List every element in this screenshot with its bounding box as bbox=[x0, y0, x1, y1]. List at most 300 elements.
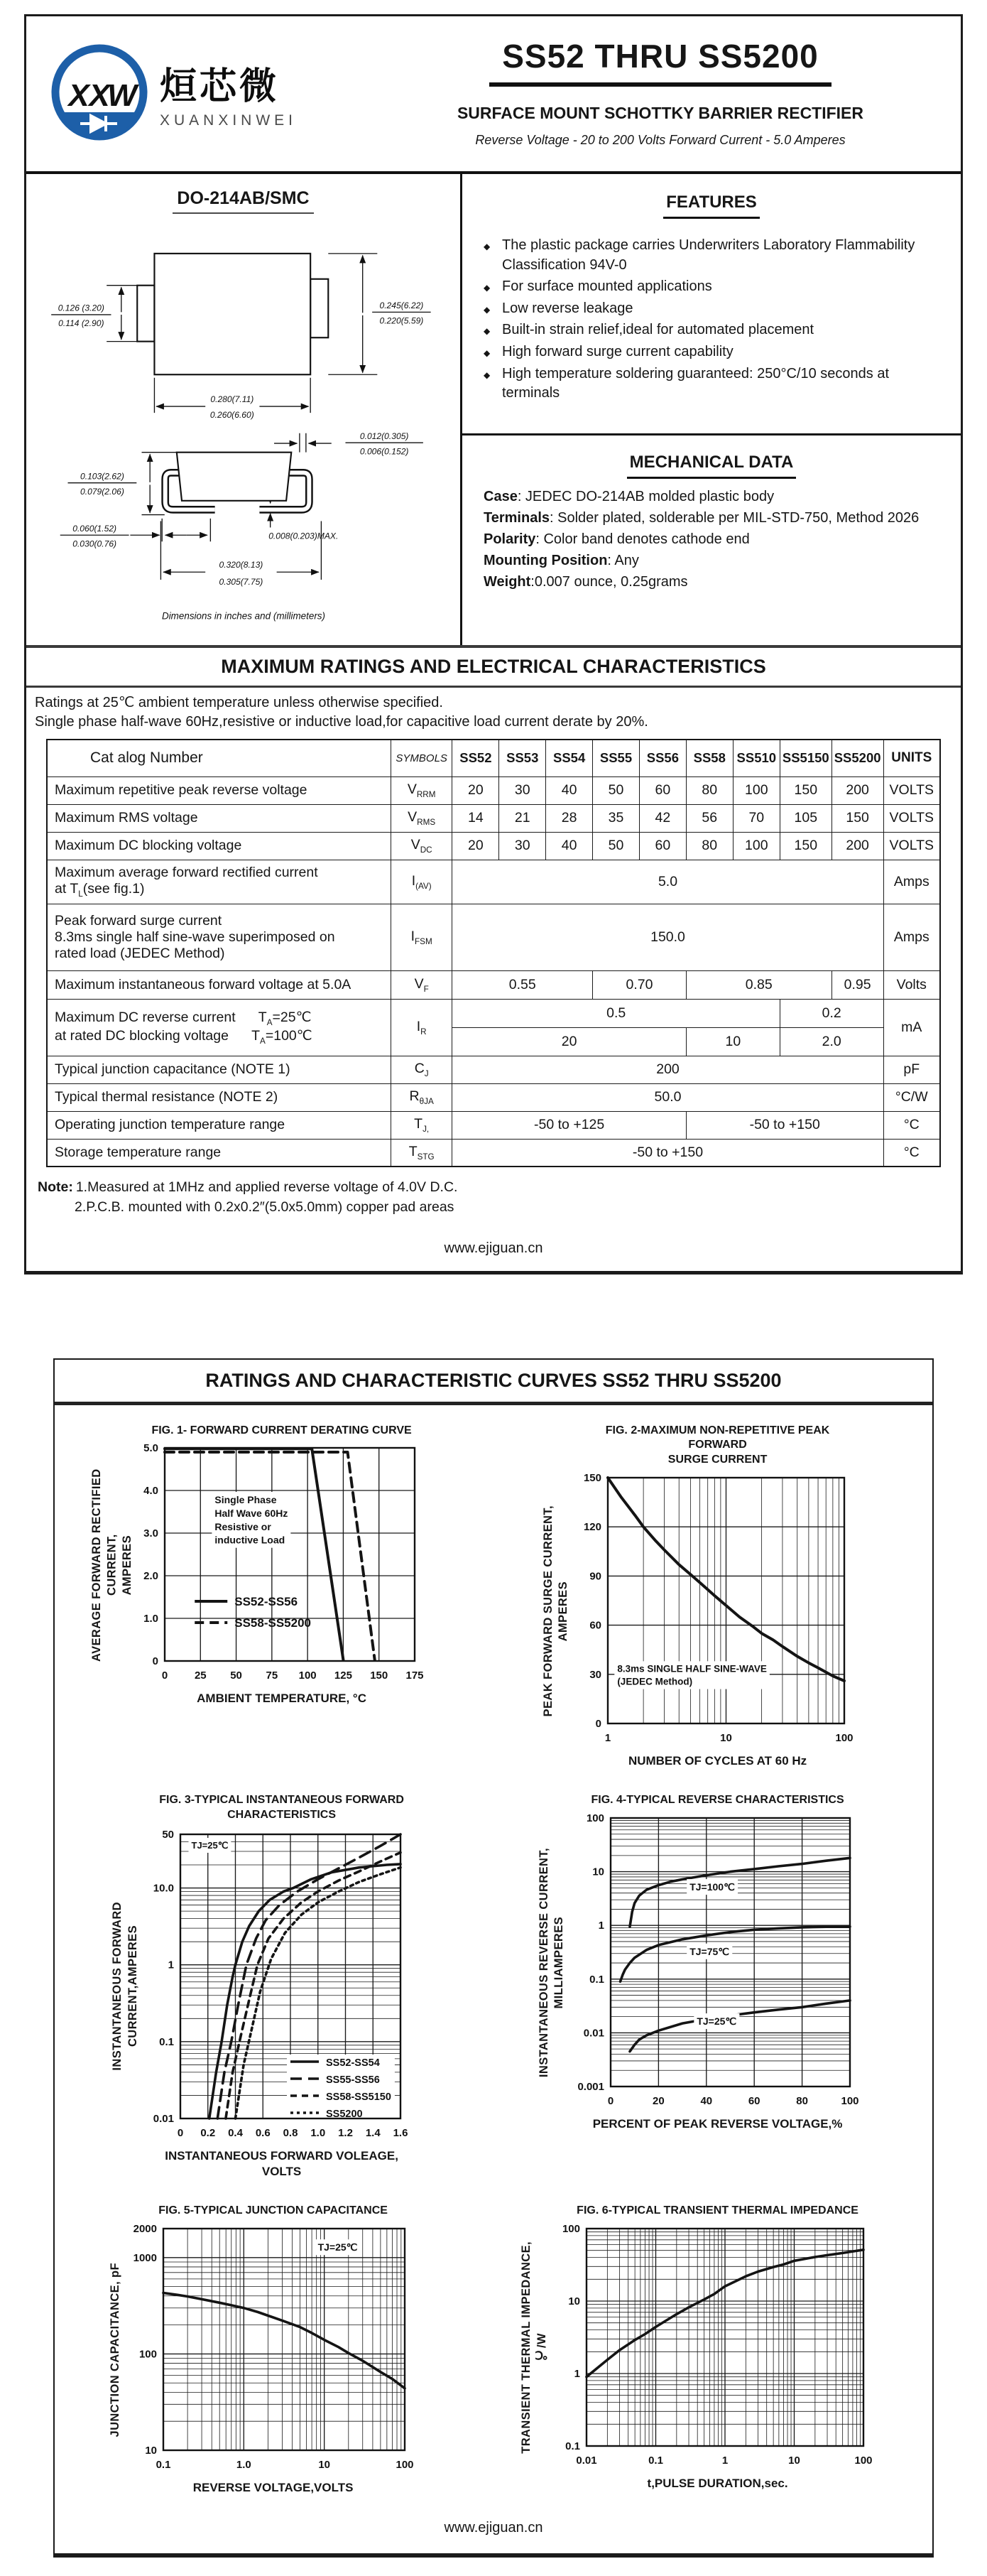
unit-cell: Amps bbox=[883, 904, 940, 970]
column-header-part: SS58 bbox=[686, 740, 733, 776]
feature-text: Built-in strain relief,ideal for automated placement bbox=[502, 322, 814, 338]
svg-text:4.0: 4.0 bbox=[143, 1485, 158, 1498]
value-cell: 20 bbox=[452, 832, 499, 860]
svg-text:10: 10 bbox=[567, 2295, 580, 2307]
mech-row bbox=[484, 507, 939, 529]
figure-2 bbox=[537, 1424, 860, 1769]
value-cell: 14 bbox=[452, 804, 499, 832]
dim-label: 0.008(0.203)MAX. bbox=[268, 531, 338, 541]
svg-text:100: 100 bbox=[562, 2222, 580, 2235]
parameter-label: Typical thermal resistance (NOTE 2) bbox=[47, 1083, 391, 1111]
dim-label: 0.079(2.06) bbox=[80, 486, 124, 497]
dim-label: 0.320(8.13) bbox=[218, 559, 263, 570]
y-axis-label: INSTANTANEOUS FORWARD CURRENT,AMPERES bbox=[111, 1901, 139, 2071]
dim-label: 0.060(1.52) bbox=[72, 523, 116, 534]
curve-TJ=100°C bbox=[630, 1858, 850, 1927]
svg-text:1000: 1000 bbox=[133, 2251, 157, 2264]
package-name: DO-214AB/SMC bbox=[173, 188, 313, 214]
table-row bbox=[47, 1056, 940, 1083]
value-cell: 40 bbox=[546, 832, 593, 860]
y-axis-label: INSTANTANEOUS REVERSE CURRENT, MILLIAMPERES bbox=[537, 1848, 566, 2078]
list-item bbox=[484, 277, 939, 297]
curve-TJ=75°C bbox=[621, 1927, 851, 1981]
svg-text:TJ=75℃: TJ=75℃ bbox=[689, 1945, 730, 1957]
bullet-icon: ◆ bbox=[484, 347, 491, 358]
parameter-label: Peak forward surge current 8.3ms single half sine-wave superimposed on rated load (JEDEC Method) bbox=[47, 904, 391, 970]
parameter-label: Maximum DC blocking voltage bbox=[47, 832, 391, 860]
bullet-icon: ◆ bbox=[484, 242, 491, 251]
chart-svg bbox=[126, 2221, 420, 2479]
bullet-icon: ◆ bbox=[484, 326, 491, 337]
data-series bbox=[163, 2293, 405, 2388]
x-axis-label: NUMBER OF CYCLES AT 60 Hz bbox=[628, 1753, 807, 1768]
table-row bbox=[47, 804, 940, 832]
mech-value: : JEDEC DO-214AB molded plastic body bbox=[517, 489, 775, 504]
parameter-label: Operating junction temperature range bbox=[47, 1111, 391, 1139]
value-cell: -50 to +150 bbox=[686, 1111, 883, 1139]
feature-text: For surface mounted applications bbox=[502, 278, 712, 295]
svg-text:50: 50 bbox=[161, 1828, 174, 1841]
x-axis-label: AMBIENT TEMPERATURE, °C bbox=[197, 1692, 366, 1706]
value-cell: 20 bbox=[452, 1027, 686, 1056]
value-cell: -50 to +150 bbox=[452, 1139, 883, 1167]
svg-text:20: 20 bbox=[653, 2094, 665, 2107]
table-row bbox=[47, 1139, 940, 1167]
value-cell: 0.2 bbox=[780, 999, 883, 1027]
figure-3 bbox=[107, 1793, 419, 2180]
mech-value: : Any bbox=[607, 553, 639, 568]
list-item bbox=[484, 236, 939, 275]
column-header-part: SS5200 bbox=[831, 740, 883, 776]
figure-title: FIG. 6-TYPICAL TRANSIENT THERMAL IMPEDANCE bbox=[577, 2204, 858, 2217]
svg-text:TJ=25℃: TJ=25℃ bbox=[317, 2241, 357, 2253]
svg-text:150: 150 bbox=[584, 1471, 602, 1484]
svg-text:TJ=100℃: TJ=100℃ bbox=[689, 1880, 735, 1893]
value-cell: 0.55 bbox=[452, 970, 593, 999]
value-cell: 100 bbox=[733, 776, 780, 804]
table-row bbox=[47, 999, 940, 1027]
figure-title: FIG. 4-TYPICAL REVERSE CHARACTERISTICS bbox=[591, 1794, 844, 1807]
chart-svg bbox=[571, 1811, 864, 2115]
brand-name-en: XUANXINWEI bbox=[160, 112, 298, 129]
svg-text:100: 100 bbox=[854, 2454, 873, 2467]
ratings-table bbox=[46, 739, 941, 1167]
column-header-part: SS55 bbox=[593, 740, 640, 776]
package-caption: Dimensions in inches and (millimeters) bbox=[161, 610, 325, 622]
svg-text:100: 100 bbox=[396, 2458, 414, 2471]
tick-labels bbox=[133, 2223, 413, 2471]
tick-labels bbox=[578, 1812, 859, 2107]
svg-text:100: 100 bbox=[587, 1812, 605, 1824]
annotation bbox=[188, 1838, 231, 1853]
value-cell: 80 bbox=[686, 776, 733, 804]
value-cell: 21 bbox=[499, 804, 546, 832]
tick-labels bbox=[562, 2223, 873, 2467]
ratings-section-title: MAXIMUM RATINGS AND ELECTRICAL CHARACTERISTICS bbox=[26, 645, 961, 688]
value-cell: 20 bbox=[452, 776, 499, 804]
value-cell: 0.70 bbox=[593, 970, 687, 999]
mechanical-data-section bbox=[462, 435, 961, 645]
annotation bbox=[315, 2239, 360, 2255]
svg-text:0.001: 0.001 bbox=[577, 2080, 605, 2093]
value-cell: 80 bbox=[686, 832, 733, 860]
symbol-cell: $T_{STG}$ bbox=[391, 1139, 452, 1167]
svg-text:60: 60 bbox=[748, 2094, 760, 2107]
figure-4 bbox=[533, 1793, 864, 2132]
svg-text:1: 1 bbox=[604, 1731, 611, 1744]
symbol-cell: $V_{RMS}$ bbox=[391, 804, 452, 832]
dim-label: 0.220(5.59) bbox=[378, 315, 423, 326]
svg-text:75: 75 bbox=[266, 1669, 278, 1682]
mech-value: : Solder plated, solderable per MIL-STD-750, Method 2026 bbox=[550, 510, 920, 526]
list-item bbox=[484, 342, 939, 362]
brand-logo bbox=[46, 39, 380, 146]
svg-text:0: 0 bbox=[152, 1655, 158, 1668]
chart-svg bbox=[145, 1826, 419, 2147]
value-cell: 150 bbox=[831, 804, 883, 832]
package-diagram bbox=[46, 215, 441, 636]
svg-text:1.0: 1.0 bbox=[143, 1613, 158, 1625]
svg-text:1: 1 bbox=[168, 1959, 174, 1971]
svg-text:2.0: 2.0 bbox=[143, 1570, 158, 1583]
header bbox=[26, 16, 961, 174]
ratings-conditions bbox=[26, 688, 961, 736]
value-cell: 150 bbox=[780, 776, 831, 804]
svg-text:1.0: 1.0 bbox=[236, 2458, 251, 2471]
list-item bbox=[484, 299, 939, 319]
svg-text:TJ=25℃: TJ=25℃ bbox=[191, 1839, 228, 1851]
table-row bbox=[47, 904, 940, 970]
unit-cell: pF bbox=[883, 1056, 940, 1083]
dim-label: 0.305(7.75) bbox=[218, 577, 263, 588]
value-cell: 42 bbox=[639, 804, 686, 832]
value-cell: 30 bbox=[499, 776, 546, 804]
table-row bbox=[47, 832, 940, 860]
parameter-label: Maximum RMS voltage bbox=[47, 804, 391, 832]
column-header-units: UNITS bbox=[883, 740, 940, 776]
svg-text:SS52-SS54: SS52-SS54 bbox=[325, 2057, 380, 2069]
curves-section-title: RATINGS AND CHARACTERISTIC CURVES SS52 THRU SS5200 bbox=[55, 1360, 932, 1405]
symbol-cell: $R_{\theta JA}$ bbox=[391, 1083, 452, 1111]
table-notes bbox=[26, 1173, 961, 1219]
chart-svg bbox=[554, 2221, 882, 2474]
svg-text:100: 100 bbox=[138, 2348, 157, 2361]
value-cell: 50 bbox=[593, 832, 640, 860]
column-header-symbols: SYMBOLS bbox=[391, 740, 452, 776]
svg-text:5.0: 5.0 bbox=[143, 1442, 158, 1455]
annotation bbox=[614, 1661, 770, 1689]
dim-label: 0.114 (2.90) bbox=[58, 318, 104, 329]
table-row bbox=[47, 1111, 940, 1139]
y-axis-label: TRANSIENT THERMAL IMPEDANCE, ℃/W bbox=[520, 2241, 548, 2454]
symbol-cell: $I_R$ bbox=[391, 999, 452, 1056]
datasheet-page-1 bbox=[24, 14, 963, 1275]
symbol-cell: $T_{J,}$ bbox=[391, 1111, 452, 1139]
svg-text:100: 100 bbox=[835, 1731, 854, 1744]
dim-label: 0.260(6.60) bbox=[209, 410, 254, 421]
svg-text:1.2: 1.2 bbox=[337, 2126, 353, 2139]
svg-text:SS52-SS56: SS52-SS56 bbox=[234, 1595, 298, 1609]
svg-text:60: 60 bbox=[589, 1619, 602, 1632]
grid-lines bbox=[163, 2229, 405, 2450]
features-list bbox=[484, 236, 939, 404]
figure-title: FIG. 3-TYPICAL INSTANTANEOUS FORWARD CHARACTERISTICS bbox=[159, 1794, 404, 1821]
svg-text:0.1: 0.1 bbox=[156, 2458, 171, 2471]
svg-text:3.0: 3.0 bbox=[143, 1527, 158, 1540]
symbol-cell: $V_{DC}$ bbox=[391, 832, 452, 860]
features-title: FEATURES bbox=[663, 193, 760, 219]
column-header-part: SS52 bbox=[452, 740, 499, 776]
dim-label: 0.030(0.76) bbox=[72, 539, 116, 549]
svg-text:0: 0 bbox=[607, 2094, 614, 2107]
note-text: 1.Measured at 1MHz and applied reverse voltage of 4.0V D.C. bbox=[75, 1179, 458, 1195]
chart-svg bbox=[575, 1471, 860, 1752]
svg-text:0: 0 bbox=[595, 1717, 602, 1730]
svg-text:SS5200: SS5200 bbox=[325, 2108, 363, 2120]
table-row bbox=[47, 1083, 940, 1111]
svg-text:X: X bbox=[68, 78, 89, 113]
svg-text:10: 10 bbox=[787, 2454, 800, 2467]
mech-row bbox=[484, 529, 939, 550]
svg-text:10: 10 bbox=[592, 1866, 605, 1878]
value-cell: 150.0 bbox=[452, 904, 883, 970]
unit-cell: °C bbox=[883, 1139, 940, 1167]
grid-lines bbox=[587, 2229, 863, 2446]
note-text: 2.P.C.B. mounted with 0.2x0.2″(5.0x5.0mm) copper pad areas bbox=[75, 1199, 454, 1216]
svg-text:inductive Load: inductive Load bbox=[214, 1535, 285, 1547]
svg-text:0.1: 0.1 bbox=[158, 2035, 174, 2048]
table-row bbox=[47, 776, 940, 804]
chart-svg bbox=[132, 1441, 432, 1689]
column-header-part: SS53 bbox=[499, 740, 546, 776]
svg-text:0.4: 0.4 bbox=[227, 2126, 243, 2139]
mech-label: Case bbox=[484, 489, 518, 504]
value-cell: 200 bbox=[831, 832, 883, 860]
dim-label: 0.006(0.152) bbox=[359, 446, 408, 457]
svg-text:SS58-SS5150: SS58-SS5150 bbox=[325, 2091, 391, 2103]
parameter-label: Storage temperature range bbox=[47, 1139, 391, 1167]
value-cell: 5.0 bbox=[452, 860, 883, 904]
ratings-condition-line: Ratings at 25℃ ambient temperature unless otherwise specified. bbox=[35, 695, 443, 710]
x-axis-label: PERCENT OF PEAK REVERSE VOLTAGE,% bbox=[592, 2116, 843, 2131]
svg-text:150: 150 bbox=[369, 1669, 388, 1682]
svg-text:Half Wave 60Hz: Half Wave 60Hz bbox=[214, 1508, 288, 1520]
y-axis-label: JUNCTION CAPACITANCE, pF bbox=[108, 2262, 121, 2437]
svg-text:2000: 2000 bbox=[133, 2222, 157, 2235]
mech-value: : Color band denotes cathode end bbox=[535, 531, 750, 547]
mech-label: Terminals bbox=[484, 510, 550, 526]
unit-cell: mA bbox=[883, 999, 940, 1056]
parameter-label: Maximum repetitive peak reverse voltage bbox=[47, 776, 391, 804]
svg-text:SS55-SS56: SS55-SS56 bbox=[325, 2074, 380, 2086]
feature-text: The plastic package carries Underwriters Laboratory Flammability Classification 94V-0 bbox=[502, 237, 915, 273]
unit-cell: °C bbox=[883, 1111, 940, 1139]
bullet-icon: ◆ bbox=[484, 369, 491, 380]
unit-cell: Volts bbox=[883, 970, 940, 999]
value-cell: 35 bbox=[593, 804, 640, 832]
parameter-label: Maximum DC reverse current $T_A=25℃$ at rated DC blocking voltage $T_A=100℃$ bbox=[47, 999, 391, 1056]
value-cell: 10 bbox=[686, 1027, 780, 1056]
dim-label: 0.103(2.62) bbox=[80, 471, 124, 482]
figure-6 bbox=[516, 2204, 882, 2491]
symbol-cell: $V_F$ bbox=[391, 970, 452, 999]
svg-text:1.6: 1.6 bbox=[393, 2126, 408, 2139]
svg-text:120: 120 bbox=[584, 1521, 602, 1534]
package-side-view bbox=[165, 453, 309, 510]
value-cell: 100 bbox=[733, 832, 780, 860]
svg-text:0.1: 0.1 bbox=[589, 1973, 605, 1986]
unit-cell: °C/W bbox=[883, 1083, 940, 1111]
svg-text:1.4: 1.4 bbox=[365, 2126, 381, 2139]
mech-value: :0.007 ounce, 0.25grams bbox=[530, 574, 688, 590]
mech-row bbox=[484, 571, 939, 592]
unit-cell: Amps bbox=[883, 860, 940, 904]
value-cell: 200 bbox=[452, 1056, 883, 1083]
value-cell: 200 bbox=[831, 776, 883, 804]
symbol-cell: $I_{(AV)}$ bbox=[391, 860, 452, 904]
svg-text:0.6: 0.6 bbox=[255, 2126, 271, 2139]
tick-labels bbox=[143, 1442, 423, 1682]
value-cell: 60 bbox=[639, 776, 686, 804]
dim-label: 0.126 (3.20) bbox=[58, 303, 104, 313]
svg-text:100: 100 bbox=[298, 1669, 317, 1682]
x-axis-label: INSTANTANEOUS FORWARD VOLEAGE, VOLTS bbox=[165, 2148, 398, 2178]
feature-text: High forward surge current capability bbox=[502, 343, 734, 359]
value-cell: 50 bbox=[593, 776, 640, 804]
y-axis-label: AVERAGE FORWARD RECTIFIED CURRENT, AMPERES bbox=[90, 1468, 134, 1662]
svg-text:175: 175 bbox=[405, 1669, 424, 1682]
value-cell: 40 bbox=[546, 776, 593, 804]
package-outline-section bbox=[26, 174, 462, 645]
value-cell: 0.95 bbox=[831, 970, 883, 999]
subtitle: SURFACE MOUNT SCHOTTKY BARRIER RECTIFIER bbox=[457, 104, 864, 122]
bullet-icon: ◆ bbox=[484, 283, 491, 293]
website-link[interactable]: www.ejiguan.cn bbox=[444, 2519, 543, 2536]
symbol-cell: $C_J$ bbox=[391, 1056, 452, 1083]
mech-label: Weight bbox=[484, 574, 531, 590]
tagline: Reverse Voltage - 20 to 200 Volts Forward Current - 5.0 Amperes bbox=[475, 133, 846, 147]
parameter-label: Typical junction capacitance (NOTE 1) bbox=[47, 1056, 391, 1083]
figure-title: FIG. 5-TYPICAL JUNCTION CAPACITANCE bbox=[158, 2204, 388, 2217]
x-axis-label: t,PULSE DURATION,sec. bbox=[647, 2476, 788, 2490]
svg-text:10: 10 bbox=[720, 1731, 732, 1744]
mech-row bbox=[484, 486, 939, 507]
svg-text:Resistive or: Resistive or bbox=[214, 1521, 271, 1533]
dim-label: 0.012(0.305) bbox=[359, 431, 408, 441]
column-header-part: SS5150 bbox=[780, 740, 831, 776]
svg-text:40: 40 bbox=[700, 2094, 713, 2107]
svg-text:1: 1 bbox=[574, 2367, 580, 2380]
column-header-part: SS56 bbox=[639, 740, 686, 776]
svg-text:0.1: 0.1 bbox=[648, 2454, 663, 2467]
ratings-condition-line: Single phase half-wave 60Hz,resistive or inductive load,for capacitive load current derate by 20%. bbox=[35, 714, 648, 730]
annotation bbox=[694, 2013, 739, 2029]
figure-title: FIG. 2-MAXIMUM NON-REPETITIVE PEAK FORWARD SURGE CURRENT bbox=[605, 1424, 830, 1466]
feature-text: Low reverse leakage bbox=[502, 300, 633, 316]
value-cell: 0.5 bbox=[452, 999, 780, 1027]
svg-text:10.0: 10.0 bbox=[153, 1882, 174, 1895]
logo-icon bbox=[46, 39, 153, 146]
curve-TJ=25°C bbox=[630, 2001, 850, 2052]
bullet-icon: ◆ bbox=[484, 304, 491, 315]
value-cell: 60 bbox=[639, 832, 686, 860]
column-header-catalog: Cat alog Number bbox=[47, 740, 391, 776]
mech-label: Polarity bbox=[484, 531, 536, 547]
svg-text:125: 125 bbox=[334, 1669, 352, 1682]
unit-cell: VOLTS bbox=[883, 804, 940, 832]
legend bbox=[195, 1595, 311, 1630]
svg-text:0: 0 bbox=[161, 1669, 168, 1682]
feature-text: High temperature soldering guaranteed: 250°C/10 seconds at terminals bbox=[502, 365, 890, 401]
svg-text:0.8: 0.8 bbox=[283, 2126, 298, 2139]
dim-label: 0.280(7.11) bbox=[209, 394, 253, 404]
parameter-label: Maximum average forward rectified current at $T_L(see$ fig.1) bbox=[47, 860, 391, 904]
symbol-cell: $I_{FSM}$ bbox=[391, 904, 452, 970]
column-header-part: SS54 bbox=[546, 740, 593, 776]
tick-labels bbox=[584, 1472, 854, 1744]
svg-text:W: W bbox=[107, 78, 137, 113]
svg-text:TJ=25℃: TJ=25℃ bbox=[697, 2015, 737, 2027]
svg-text:X: X bbox=[89, 78, 110, 113]
svg-text:30: 30 bbox=[589, 1668, 602, 1681]
figures-grid bbox=[55, 1405, 932, 2496]
curve-CJ bbox=[163, 2293, 405, 2388]
value-cell: 28 bbox=[546, 804, 593, 832]
y-axis-label: PEAK FORWARD SURGE CURRENT, AMPERES bbox=[541, 1505, 570, 1717]
note-label: Note: bbox=[38, 1179, 73, 1195]
table-row bbox=[47, 860, 940, 904]
mech-label: Mounting Position bbox=[484, 553, 608, 568]
svg-text:0: 0 bbox=[177, 2126, 183, 2139]
svg-text:25: 25 bbox=[194, 1669, 207, 1682]
svg-text:80: 80 bbox=[796, 2094, 809, 2107]
svg-text:50: 50 bbox=[229, 1669, 242, 1682]
annotation bbox=[687, 1879, 738, 1895]
website-link[interactable]: www.ejiguan.cn bbox=[444, 1240, 543, 1256]
unit-cell: VOLTS bbox=[883, 776, 940, 804]
table-row bbox=[47, 970, 940, 999]
svg-text:0.01: 0.01 bbox=[575, 2454, 597, 2467]
dim-label: 0.245(6.22) bbox=[378, 300, 423, 310]
value-cell: 150 bbox=[780, 832, 831, 860]
value-cell: 0.85 bbox=[686, 970, 831, 999]
parameter-label: Maximum instantaneous forward voltage at 5.0A bbox=[47, 970, 391, 999]
figure-5 bbox=[105, 2204, 420, 2496]
value-cell: -50 to +125 bbox=[452, 1111, 686, 1139]
svg-text:10: 10 bbox=[144, 2444, 157, 2457]
svg-text:1: 1 bbox=[598, 1920, 605, 1932]
value-cell: 50.0 bbox=[452, 1083, 883, 1111]
svg-text:8.3ms SINGLE HALF SINE-WAVE: 8.3ms SINGLE HALF SINE-WAVE bbox=[617, 1663, 767, 1674]
value-cell: 56 bbox=[686, 804, 733, 832]
list-item bbox=[484, 320, 939, 340]
svg-text:100: 100 bbox=[841, 2094, 859, 2107]
package-top-view bbox=[137, 254, 328, 374]
annotation bbox=[212, 1492, 290, 1548]
svg-text:1.0: 1.0 bbox=[310, 2126, 325, 2139]
unit-cell: VOLTS bbox=[883, 832, 940, 860]
figure-title: FIG. 1- FORWARD CURRENT DERATING CURVE bbox=[151, 1424, 412, 1436]
annotation bbox=[687, 1944, 732, 1959]
svg-text:SS58-SS5200: SS58-SS5200 bbox=[234, 1616, 311, 1630]
value-cell: 70 bbox=[733, 804, 780, 832]
symbol-cell: $V_{RRM}$ bbox=[391, 776, 452, 804]
svg-text:10: 10 bbox=[317, 2458, 330, 2471]
mech-row bbox=[484, 550, 939, 571]
features-section bbox=[462, 174, 961, 435]
value-cell: 30 bbox=[499, 832, 546, 860]
svg-text:0.2: 0.2 bbox=[200, 2126, 215, 2139]
